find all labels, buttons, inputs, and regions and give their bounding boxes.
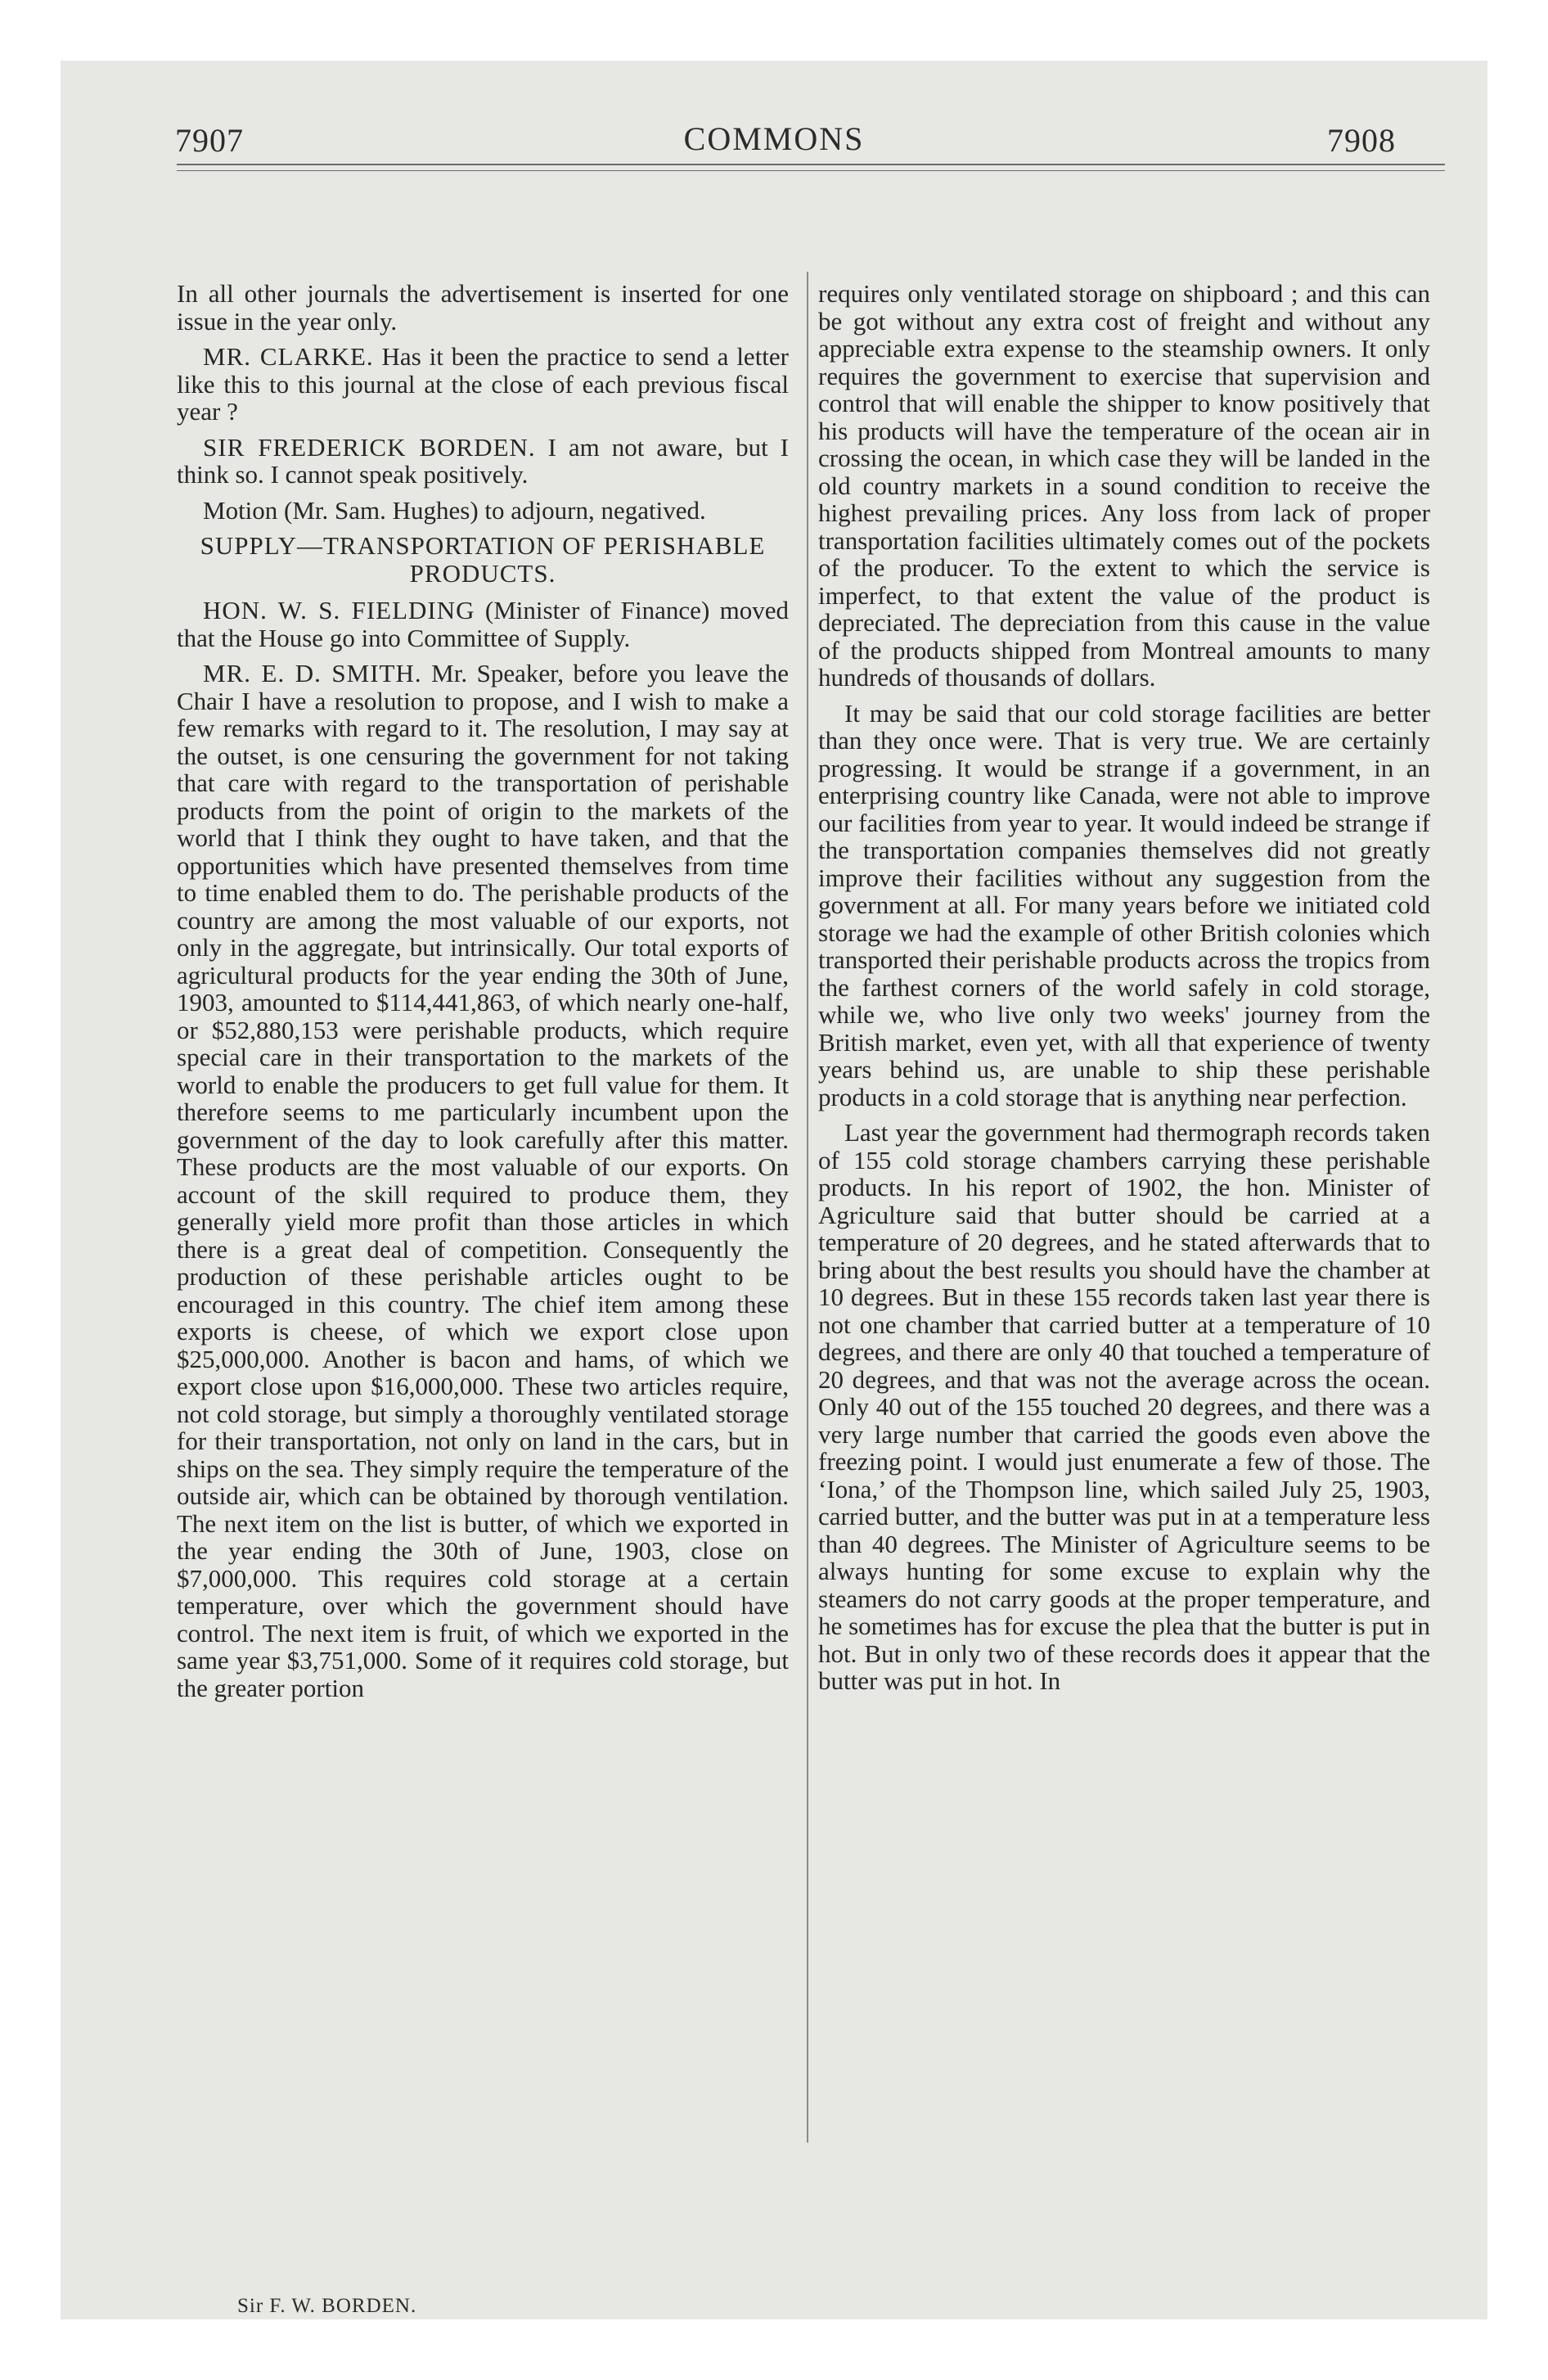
paragraph: Last year the government had thermograph records taken of 155 cold storage chambers carrying these perishable products. In his report of 1902, the hon. Minister of Agriculture said that butter should be carried at a temperature of 20 degrees, and he stated afterwards that to bring about the best results you should have the chamber at 10 degrees. But in these 155 records taken last year there is not one chamber that carried butter at a temperature of 10 degrees, and there are only 40 that touched a temperature of 20 degrees, and that was not the average across the ocean. Only 40 out of the 155 touched 20 degrees, and there was a very large number that carried the goods even above the freezing point. I would just enumerate a few of those. The ‘Iona,’ of the Thompson line, which sailed July 25, 1903, carried butter, and the butter was put in at a temperature less than 40 degrees. The Minister of Agriculture seems to be always hunting for some excuse to explain why the steamers do not carry goods at the proper temperature, and he sometimes has for excuse the plea that the butter is put in hot. But in only two of these records does it appear that the butter was put in hot. In	[818, 1118, 1430, 1695]
speaker-name: MR. CLARKE.	[203, 342, 374, 371]
speaker-name: HON. W. S. FIELDING	[203, 596, 475, 624]
right-column	[818, 280, 1430, 1703]
paragraph	[177, 660, 789, 1702]
left-column	[177, 280, 789, 1710]
paragraph: It may be said that our cold storage facilities are better than they once were. That is very true. We are certainly progressing. It would be strange if a government, in an enterprising country like Canada, were not able to improve our facilities from year to year. It would indeed be strange if the transportation companies themselves did not greatly improve their facilities without any suggestion from the government at all. For many years before we initiated cold storage we had the example of other British colonies which transported their perishable products across the tropics from the farthest corners of the world safely in cold storage, while we, who live only two weeks' journey from the British market, even yet, with all that experience of twenty years behind us, are unable to ship these perishable products in a cold storage that is anything near perfection.	[818, 698, 1430, 1111]
paragraph: In all other journals the advertisement is inserted for one issue in the year only.	[177, 279, 789, 336]
header-rule-thin	[177, 170, 1445, 171]
column-divider	[807, 272, 808, 2143]
paragraph: Motion (Mr. Sam. Hughes) to adjourn, negatived.	[203, 495, 706, 525]
paragraph	[177, 343, 789, 426]
speech-text: Mr. Speaker, before you leave the Chair I have a resolution to propose, and I wish to make a few remarks with regard to it. The resolution, I may say at the outset, is one censuring the government for not taking that care with regard to the transportation of perishable products from the point of origin to the markets of the world that I think they ought to have taken, and that the opportunities which have presented themselves from time to time enabled them to do. The perishable products of the country are among the most valuable of our exports, not only in the aggregate, but intrinsically. Our total exports of agricultural products for the year ending the 30th of June, 1903, amounted to $114,441,863, of which nearly one-half, or $52,880,153 were perishable products, which require special care in their transportation to the markets of the world to enable the producers to get full value for them. It therefore seems to me particularly incumbent upon the government of the day to look carefully after this matter. These products are the most valuable of our exports. On account of the skill required to produce them, they generally yield more profit than those articles in which there is a great deal of competition. Consequently the production of these perishable articles ought to be encouraged in this country. The chief item among these exports is cheese, of which we export close upon $25,000,000. Another is bacon and hams, of which we export close upon $16,000,000. These two articles require, not cold storage, but simply a thoroughly ventilated storage for their transportation, not only on land in the cars, but in ships on the sea. They simply require the temperature of the outside air, which can be obtained by thorough ventilation. The next item on the list is butter, of which we exported in the year ending the 30th of June, 1903, close on $7,000,000. This requires cold storage at a certain temperature, over which the government should have control. The next item is fruit, of which we exported in the same year $3,751,000. Some of it requires cold storage, but the greater portion	[177, 659, 789, 1702]
paragraph: requires only ventilated storage on shipboard ; and this can be got without any extra cost of freight and without any appreciable extra expense to the steamship owners. It only requires the government to exercise that supervision and control that will enable the shipper to know positively that his products will have the temperature of the ocean air in crossing the ocean, in which case they will be landed in the old country markets in a sound condition to receive the highest prevailing prices. Any loss from lack of proper transportation facilities ultimately comes out of the pockets of the producer. To the extent to which the service is imperfect, to that extent the value of the product is depreciated. The depreciation from this cause in the value of the products shipped from Montreal amounts to many hundreds of thousands of dollars.	[818, 279, 1430, 692]
speaker-name: MR. E. D. SMITH.	[203, 659, 422, 687]
paragraph	[177, 597, 789, 651]
speaker-name: SIR FREDERICK BORDEN.	[203, 432, 536, 462]
header-rule	[177, 164, 1445, 165]
speech-text: I am not aware, but I think so. I cannot speak positively.	[177, 432, 789, 489]
page-title: COMMONS	[683, 120, 865, 157]
speech-text: Has it been the practice to send a letter like this to this journal at the close of each previous fiscal year ?	[177, 342, 789, 426]
paragraph	[177, 434, 789, 489]
speech-text: (Minister of Finance) moved that the House go into Committee of Supply.	[177, 596, 789, 652]
footer-speaker-label: Sir F. W. BORDEN.	[237, 2295, 417, 2317]
page-number-right: 7908	[1327, 122, 1396, 159]
page-number-left: 7907	[175, 122, 244, 159]
section-heading: SUPPLY—TRANSPORTATION OF PERISHABLE PRODUCTS.	[200, 531, 766, 588]
